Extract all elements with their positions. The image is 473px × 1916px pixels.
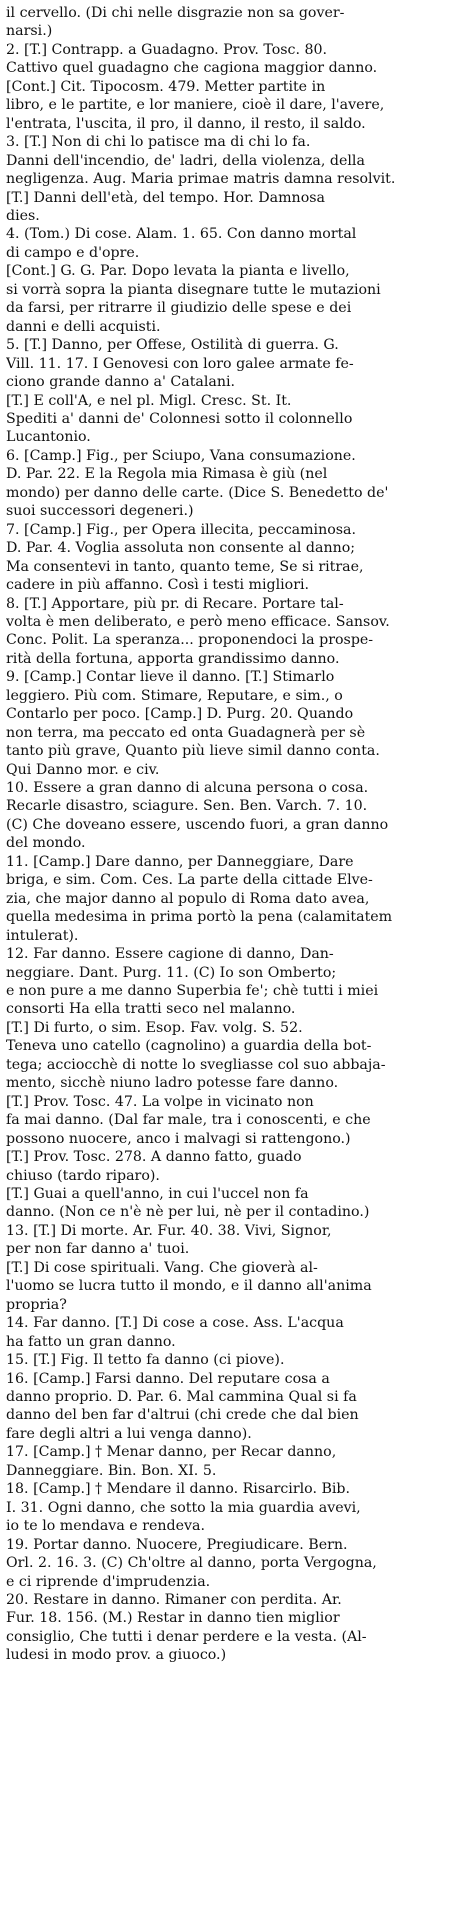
text-line: 13. [T.] Di morte. Ar. Fur. 40. 38. Vivi, Signor, [6, 1222, 332, 1239]
text-line: 8. [T.] Apportare, più pr. di Recare. Portare tal- [6, 595, 344, 612]
text-line: l'entrata, l'uscita, il pro, il danno, il resto, il saldo. [6, 115, 366, 132]
text-line: per non far danno a' tuoi. [6, 1241, 190, 1258]
text-line: 6. [Camp.] Fig., per Sciupo, Vana consumazione. [6, 447, 356, 464]
text-line: quella medesima in prima portò la pena (calamitatem [6, 909, 393, 926]
text-line: Conc. Polit. La speranza... proponendoci la prospe- [6, 632, 374, 649]
text-line: rità della fortuna, apporta grandissimo danno. [6, 650, 340, 667]
text-line: dies. [6, 207, 40, 224]
text-line: [T.] Prov. Tosc. 278. A danno fatto, guado [6, 1149, 302, 1166]
text-line: chiuso (tardo riparo). [6, 1167, 160, 1184]
text-line: 18. [Camp.] † Mendare il danno. Risarcirlo. Bib. [6, 1481, 351, 1498]
text-line: [T.] Prov. Tosc. 47. La volpe in vicinato non [6, 1093, 314, 1110]
text-line: ha fatto un gran danno. [6, 1333, 176, 1350]
text-line: Vill. 11. 17. I Genovesi con loro galee armate fe- [6, 355, 354, 372]
text-line: non terra, ma peccato ed onta Guadagnerà per sè [6, 724, 366, 741]
text-line: del mondo. [6, 835, 86, 852]
text-line: D. Par. 4. Voglia assoluta non consente al danno; [6, 540, 356, 557]
text-line: Ma consentevi in tanto, quanto teme, Se si ritrae, [6, 558, 364, 575]
text-line: e ci riprende d'imprudenzia. [6, 1573, 211, 1590]
text-line: Danneggiare. Bin. Bon. XI. 5. [6, 1462, 217, 1479]
text-line: 19. Portar danno. Nuocere, Pregiudicare. Bern. [6, 1536, 348, 1553]
text-line: mondo) per danno delle carte. (Dice S. Benedetto de' [6, 484, 389, 501]
text-line: [Cont.] G. G. Par. Dopo levata la pianta e livello, [6, 263, 350, 280]
text-line: Orl. 2. 16. 3. (C) Ch'oltre al danno, porta Vergogna, [6, 1555, 377, 1572]
text-line: Fur. 18. 156. (M.) Restar in danno tien miglior [6, 1610, 340, 1627]
text-line: 20. Restare in danno. Rimaner con perdita. Ar. [6, 1591, 342, 1608]
text-line: suoi successori degeneri.) [6, 503, 194, 520]
text-line: neggiare. Dant. Purg. 11. (C) Io son Omberto; [6, 964, 337, 981]
text-line: Cattivo quel guadagno che cagiona maggior danno. [6, 60, 378, 77]
text-line: narsi.) [6, 23, 53, 40]
text-line: l'uomo se lucra tutto il mondo, e il danno all'anima [6, 1278, 372, 1295]
text-line: leggiero. Più com. Stimare, Reputare, e sim., o [6, 687, 343, 704]
text-line: tanto più grave, Quanto più lieve simil danno conta. [6, 743, 380, 760]
text-line: tega; acciocchè di notte lo svegliasse col suo abbaja- [6, 1056, 386, 1073]
text-line: [T.] E coll'A, e nel pl. Migl. Cresc. St. It. [6, 392, 292, 409]
text-line: di campo e d'opre. [6, 244, 140, 261]
text-line: cadere in più affanno. Così i testi migliori. [6, 577, 310, 594]
text-line: danno proprio. D. Par. 6. Mal cammina Qual si fa [6, 1388, 357, 1405]
text-line: Contarlo per poco. [Camp.] D. Purg. 20. Quando [6, 706, 354, 723]
text-line: si vorrà sopra la pianta disegnare tutte le mutazioni [6, 281, 381, 298]
text-line: 16. [Camp.] Farsi danno. Del reputare cosa a [6, 1370, 330, 1387]
text-line: Recarle disastro, sciagure. Sen. Ben. Varch. 7. 10. [6, 798, 368, 815]
text-line: Qui Danno mor. e civ. [6, 761, 160, 778]
text-line: [T.] Guai a quell'anno, in cui l'uccel non fa [6, 1186, 309, 1202]
text-line: 10. Essere a gran danno di alcuna persona o cosa. [6, 780, 369, 797]
text-line: Danni dell'incendio, de' ladri, della violenza, della [6, 152, 365, 169]
text-line: il cervello. (Di chi nelle disgrazie non sa gover- [6, 5, 345, 21]
text-line: Lucantonio. [6, 429, 91, 446]
text-line: fare degli altri a lui venga danno). [6, 1425, 252, 1442]
text-line: 2. [T.] Contrapp. a Guadagno. Prov. Tosc. 80. [6, 41, 328, 58]
text-line: 14. Far danno. [T.] Di cose a cose. Ass. L'acqua [6, 1315, 344, 1332]
text-line: 11. [Camp.] Dare danno, per Danneggiare, Dare [6, 853, 354, 870]
text-line: io te lo mendava e rendeva. [6, 1518, 205, 1535]
text-line: volta è men deliberato, e però meno efficace. Sansov. [6, 613, 390, 630]
text-line: Spediti a' danni de' Colonnesi sotto il colonnello [6, 410, 353, 427]
text-line: fa mai danno. (Dal far male, tra i conoscenti, e che [6, 1112, 371, 1129]
text-line: I. 31. Ogni danno, che sotto la mia guardia avevi, [6, 1499, 361, 1516]
text-line: ciono grande danno a' Catalani. [6, 374, 236, 391]
text-line: possono nuocere, anco i malvagi si rattengono.) [6, 1130, 351, 1147]
text-line: mento, sicchè niuno ladro potesse fare danno. [6, 1075, 339, 1092]
text-line: e non pure a me danno Superbia fe'; chè tutti i miei [6, 983, 379, 1000]
text-line: da farsi, per ritrarre il giudizio delle spese e dei [6, 300, 352, 317]
text-line: 3. [T.] Non di chi lo patisce ma di chi lo fa. [6, 134, 311, 151]
text-line: danni e delli acquisti. [6, 318, 161, 335]
text-line: intulerat). [6, 927, 79, 944]
text-line: 4. (Tom.) Di cose. Alam. 1. 65. Con danno mortal [6, 226, 357, 243]
text-line: 9. [Camp.] Contar lieve il danno. [T.] Stimarlo [6, 669, 335, 686]
text-line: libro, e le partite, e lor maniere, cioè il dare, l'avere, [6, 97, 385, 114]
text-line: briga, e sim. Com. Ces. La parte della cittade Elve- [6, 872, 373, 889]
text-line: [T.] Di cose spirituali. Vang. Che gioverà al- [6, 1259, 318, 1276]
text-line: consorti Ha ella tratti seco nel malanno. [6, 1001, 296, 1018]
text-line: propria? [6, 1296, 67, 1313]
text-line: [T.] Danni dell'età, del tempo. Hor. Damnosa [6, 189, 325, 206]
text-line: consiglio, Che tutti i denar perdere e la vesta. (Al- [6, 1628, 367, 1645]
text-line: 17. [Camp.] † Menar danno, per Recar danno, [6, 1444, 337, 1461]
text-line: (C) Che doveano essere, uscendo fuori, a gran danno [6, 816, 389, 833]
text-line: zia, che major danno al populo di Roma dato avea, [6, 890, 370, 907]
text-line: 15. [T.] Fig. Il tetto fa danno (ci piove). [6, 1352, 285, 1369]
text-line: [Cont.] Cit. Tipocosm. 479. Metter partite in [6, 78, 326, 95]
text-line: 7. [Camp.] Fig., per Opera illecita, peccaminosa. [6, 521, 357, 538]
text-line: ludesi in modo prov. a giuoco.) [6, 1647, 227, 1664]
text-line: [T.] Di furto, o sim. Esop. Fav. volg. S. 52. [6, 1019, 303, 1036]
text-line: D. Par. 22. E la Regola mia Rimasa è giù (nel [6, 466, 328, 483]
text-line: negligenza. Aug. Maria primae matris damna resolvit. [6, 171, 396, 188]
text-line: danno. (Non ce n'è nè per lui, nè per il contadino.) [6, 1204, 370, 1221]
text-line: 5. [T.] Danno, per Offese, Ostilità di guerra. G. [6, 337, 339, 354]
text-line: danno del ben far d'altrui (chi crede che dal bien [6, 1407, 359, 1424]
text-line: 12. Far danno. Essere cagione di danno, Dan- [6, 946, 334, 963]
text-line: Teneva uno catello (cagnolino) a guardia della bot- [6, 1038, 372, 1055]
